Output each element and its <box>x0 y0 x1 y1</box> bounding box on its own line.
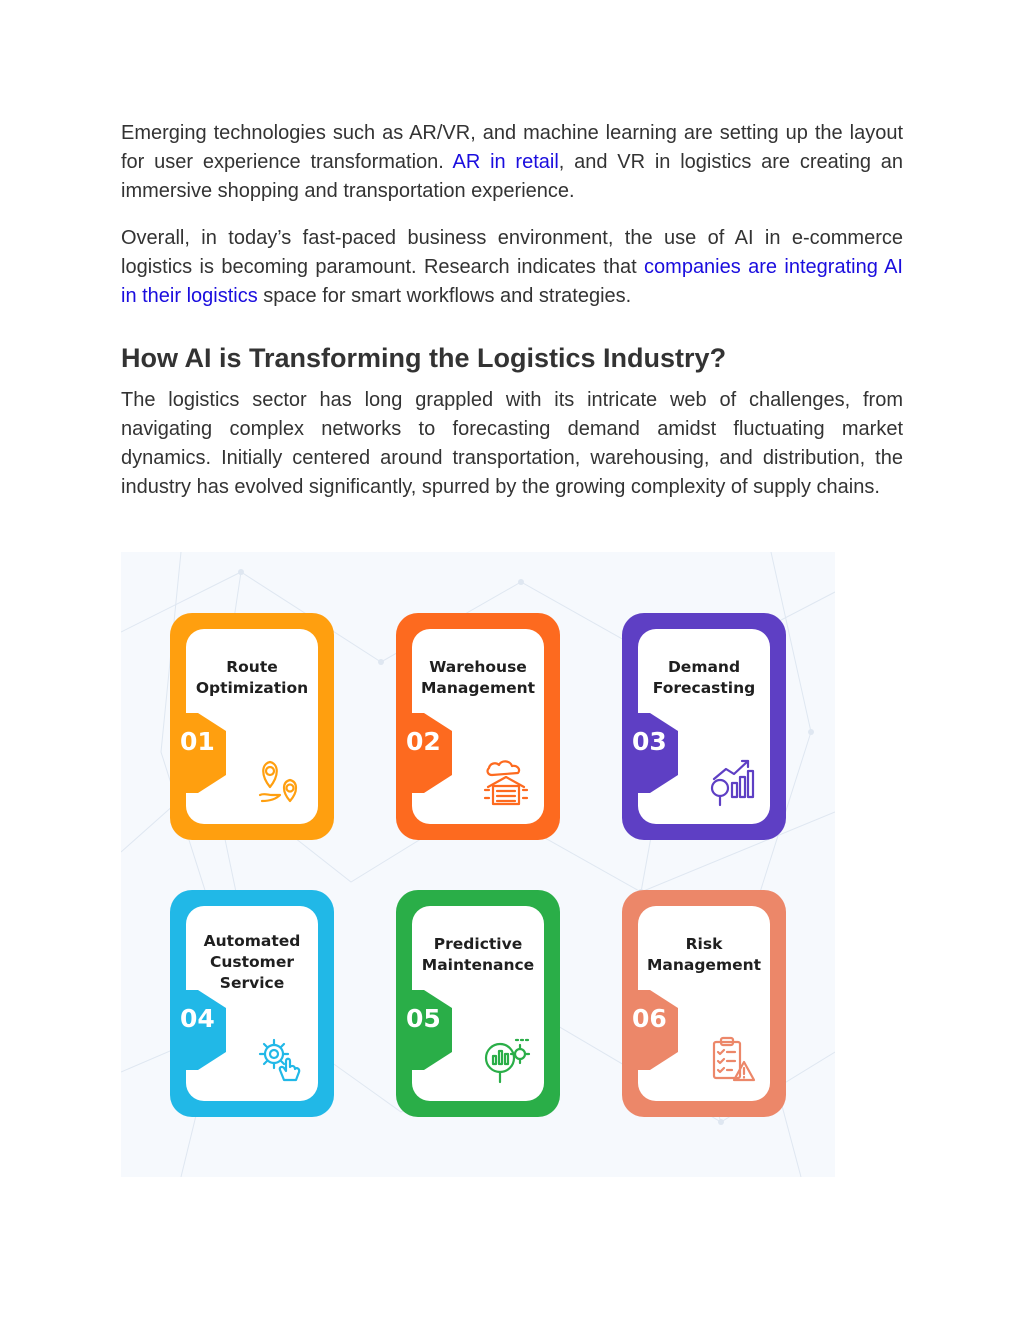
checklist-warning-icon <box>706 1034 758 1086</box>
overview-text-b: space for smart workflows and strategies. <box>257 285 632 307</box>
card-number: 04 <box>180 1004 215 1033</box>
card-predictive-maintenance <box>396 890 560 1117</box>
card-number: 02 <box>406 727 441 756</box>
card-number: 06 <box>632 1004 667 1033</box>
card-title <box>622 657 786 699</box>
card-risk-management <box>622 890 786 1117</box>
card-title <box>396 934 560 976</box>
ar-in-retail-link[interactable]: AR in retail <box>452 151 559 173</box>
card-title-line-2: Optimization <box>195 679 309 697</box>
card-number: 03 <box>632 727 667 756</box>
analytics-gear-icon <box>480 1034 532 1086</box>
gear-hand-icon <box>254 1034 306 1086</box>
intro-text-b: , and VR in logistics are creating an immersive shopping and transportation experience. <box>121 151 904 202</box>
overview-text-a: Overall, in today’s fast-paced business environment, the use of AI in e-commerce logistics is becoming paramount. Research indicates that <box>121 227 903 278</box>
card-title <box>396 657 560 699</box>
growth-chart-magnifier-icon <box>706 757 758 809</box>
card-title-line-1: Warehouse <box>429 658 527 676</box>
card-demand-forecasting <box>622 613 786 840</box>
card-number: 01 <box>180 727 215 756</box>
card-title <box>622 934 786 976</box>
card-title <box>170 931 334 994</box>
card-warehouse-management <box>396 613 560 840</box>
card-title-line-2: Maintenance <box>421 956 535 974</box>
card-automated-customer-service <box>170 890 334 1117</box>
intro-paragraph <box>121 119 903 206</box>
overview-paragraph <box>121 224 903 311</box>
card-title-line-2: Customer <box>209 953 294 971</box>
card-route-optimization <box>170 613 334 840</box>
card-number: 05 <box>406 1004 441 1033</box>
card-title-line-2: Management <box>420 679 536 697</box>
card-title-line-1: Demand <box>667 658 741 676</box>
intro-text-a: Emerging technologies such as AR/VR, and machine learning are setting up the layout for user experience transformation. <box>121 122 903 173</box>
section-heading: How AI is Transforming the Logistics Industry? <box>121 343 727 373</box>
ai-logistics-infographic <box>121 552 835 1177</box>
card-title <box>170 657 334 699</box>
location-pins-icon <box>254 757 306 809</box>
cloud-warehouse-icon <box>480 757 532 809</box>
card-title-line-1: Route <box>226 658 278 676</box>
card-title-line-1: Risk <box>685 935 723 953</box>
card-title-line-1: Predictive <box>433 935 523 953</box>
companies-integrating-ai-link[interactable]: companies are integrating AI in their logistics <box>121 256 903 307</box>
card-title-line-2: Management <box>646 956 762 974</box>
logistics-paragraph: The logistics sector has long grappled with its intricate web of challenges, from navigating complex networks to forecasting demand amidst fluctuating market dynamics. Initially centered around transportation, warehousing, and distribution, the industry has evolved significantly, spurred by the growing complexity of supply chains. <box>121 389 903 498</box>
card-title-line-2: Forecasting <box>652 679 756 697</box>
card-title-line-1: Automated <box>203 932 301 950</box>
card-title-line-3: Service <box>219 974 285 992</box>
